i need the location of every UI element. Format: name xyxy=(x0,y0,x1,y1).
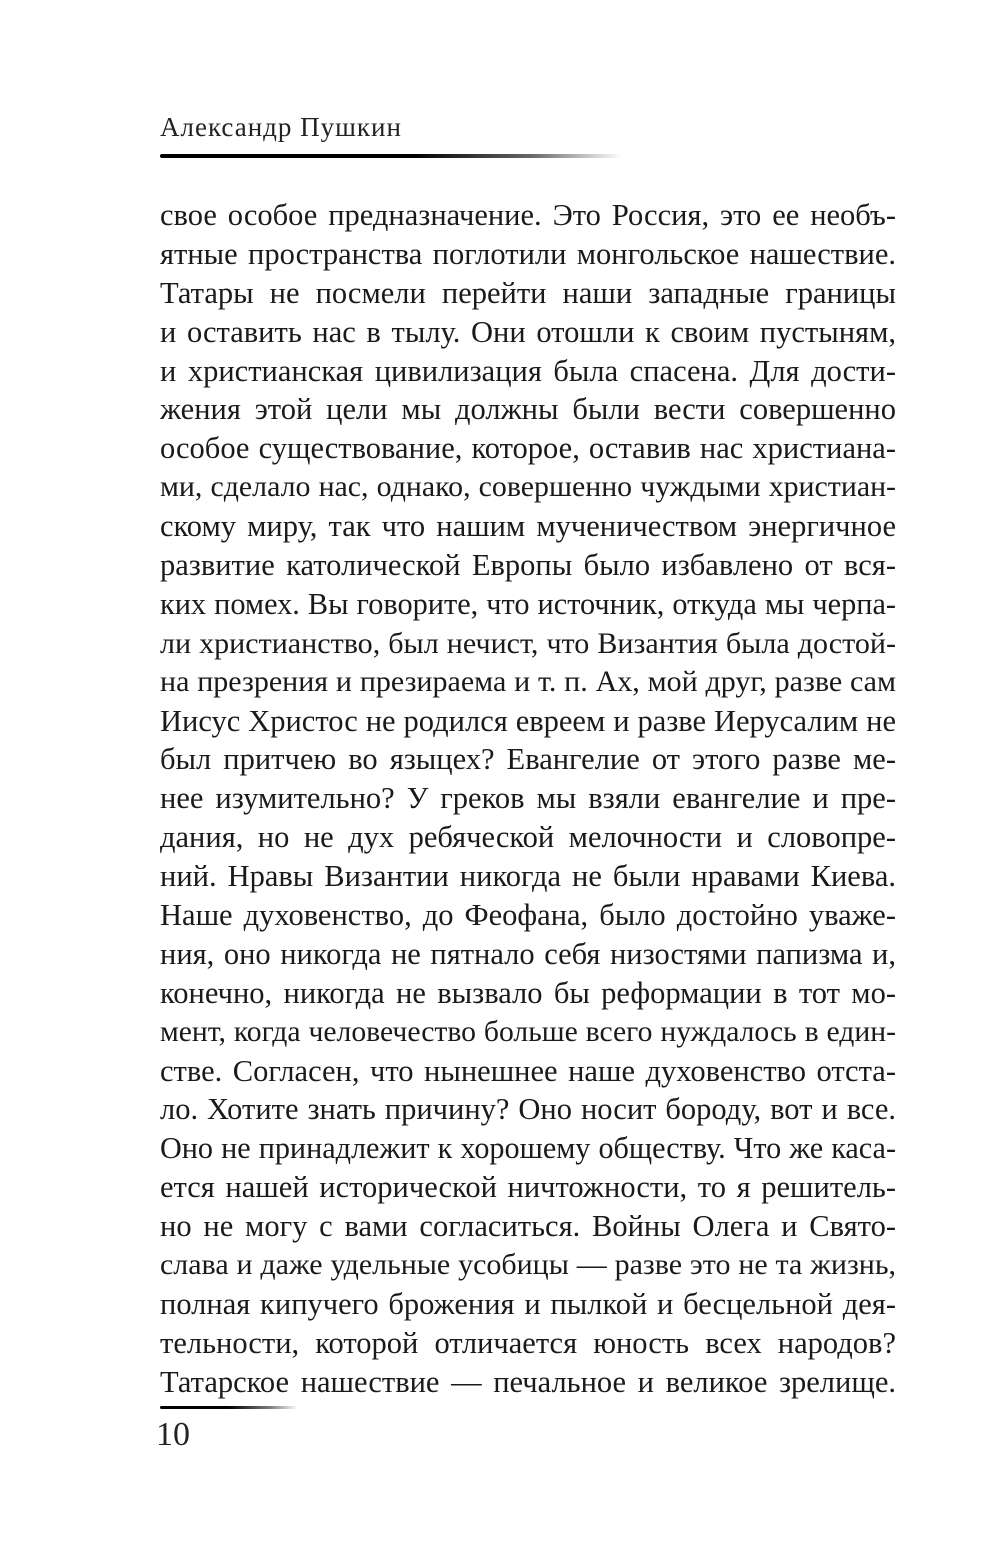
text-line: развитие католической Европы было избавлено от вся- xyxy=(160,548,896,583)
text-line: был притчею во языцех? Евангелие от этого разве ме- xyxy=(160,742,896,777)
text-line: но не могу с вами согласиться. Войны Олега и Свято- xyxy=(160,1209,896,1244)
text-line: ли христианство, был нечист, что Византия была достой- xyxy=(160,625,896,660)
text-line: свое особое предназначение. Это Россия, это ее необъ- xyxy=(160,198,896,232)
text-line: ло. Хотите знать причину? Оно носит бороду, вот и все. xyxy=(160,1092,896,1127)
page-number: 10 xyxy=(156,1416,190,1453)
text-line: стве. Согласен, что нынешнее наше духовенство отста- xyxy=(160,1053,896,1088)
text-line: слава и даже удельные усобицы — разве это не та жизнь, xyxy=(160,1248,896,1282)
text-line: ния, оно никогда не пятнало себя низостями папизма и, xyxy=(160,936,896,971)
text-line: Иисус Христос не родился евреем и разве Иерусалим не xyxy=(160,703,896,738)
text-line: полная кипучего брожения и пылкой и бесцельной дея- xyxy=(160,1286,896,1321)
text-line: тельности, которой отличается юность всех народов? xyxy=(160,1325,896,1360)
text-line: дания, но не дух ребяческой мелочности и словопре- xyxy=(160,820,896,855)
running-head-author: Александр Пушкин xyxy=(160,112,402,142)
text-line: и христианская цивилизация была спасена. Для дости- xyxy=(160,353,896,388)
text-line: Татарское нашествие — печальное и великое зрелище. xyxy=(160,1364,896,1399)
text-line: мент, когда человечество больше всего нуждалось в един- xyxy=(160,1015,896,1048)
text-line: ких помех. Вы говорите, что источник, откуда мы черпа- xyxy=(160,586,896,621)
text-line: жения этой цели мы должны были вести совершенно xyxy=(160,392,896,427)
text-line: особое существование, которое, оставив нас христиана- xyxy=(160,431,896,466)
text-line: ется нашей исторической ничтожности, то я решитель- xyxy=(160,1170,896,1205)
text-line: Наше духовенство, до Феофана, было достойно уваже- xyxy=(160,898,896,933)
text-line: Татары не посмели перейти наши западные границы xyxy=(160,275,896,310)
text-line: Оно не принадлежит к хорошему обществу. Что же каса- xyxy=(160,1131,896,1166)
text-line: ятные пространства поглотили монгольское нашествие. xyxy=(160,236,896,271)
header-rule xyxy=(160,154,622,158)
text-line: ний. Нравы Византии никогда не были нравами Киева. xyxy=(160,859,896,894)
text-line: конечно, никогда не вызвало бы реформации в тот мо- xyxy=(160,975,896,1010)
body-text xyxy=(160,196,896,1402)
footer-rule xyxy=(160,1406,298,1409)
text-line: нее изумительно? У греков мы взяли евангелие и пре- xyxy=(160,781,896,816)
text-line: скому миру, так что нашим мученичеством энергичное xyxy=(160,509,896,544)
text-line: ми, сделало нас, однако, совершенно чуждыми христиан- xyxy=(160,470,896,504)
text-line: на презрения и презираема и т. п. Ах, мой друг, разве сам xyxy=(160,664,896,698)
text-line: и оставить нас в тылу. Они отошли к своим пустыням, xyxy=(160,314,896,349)
